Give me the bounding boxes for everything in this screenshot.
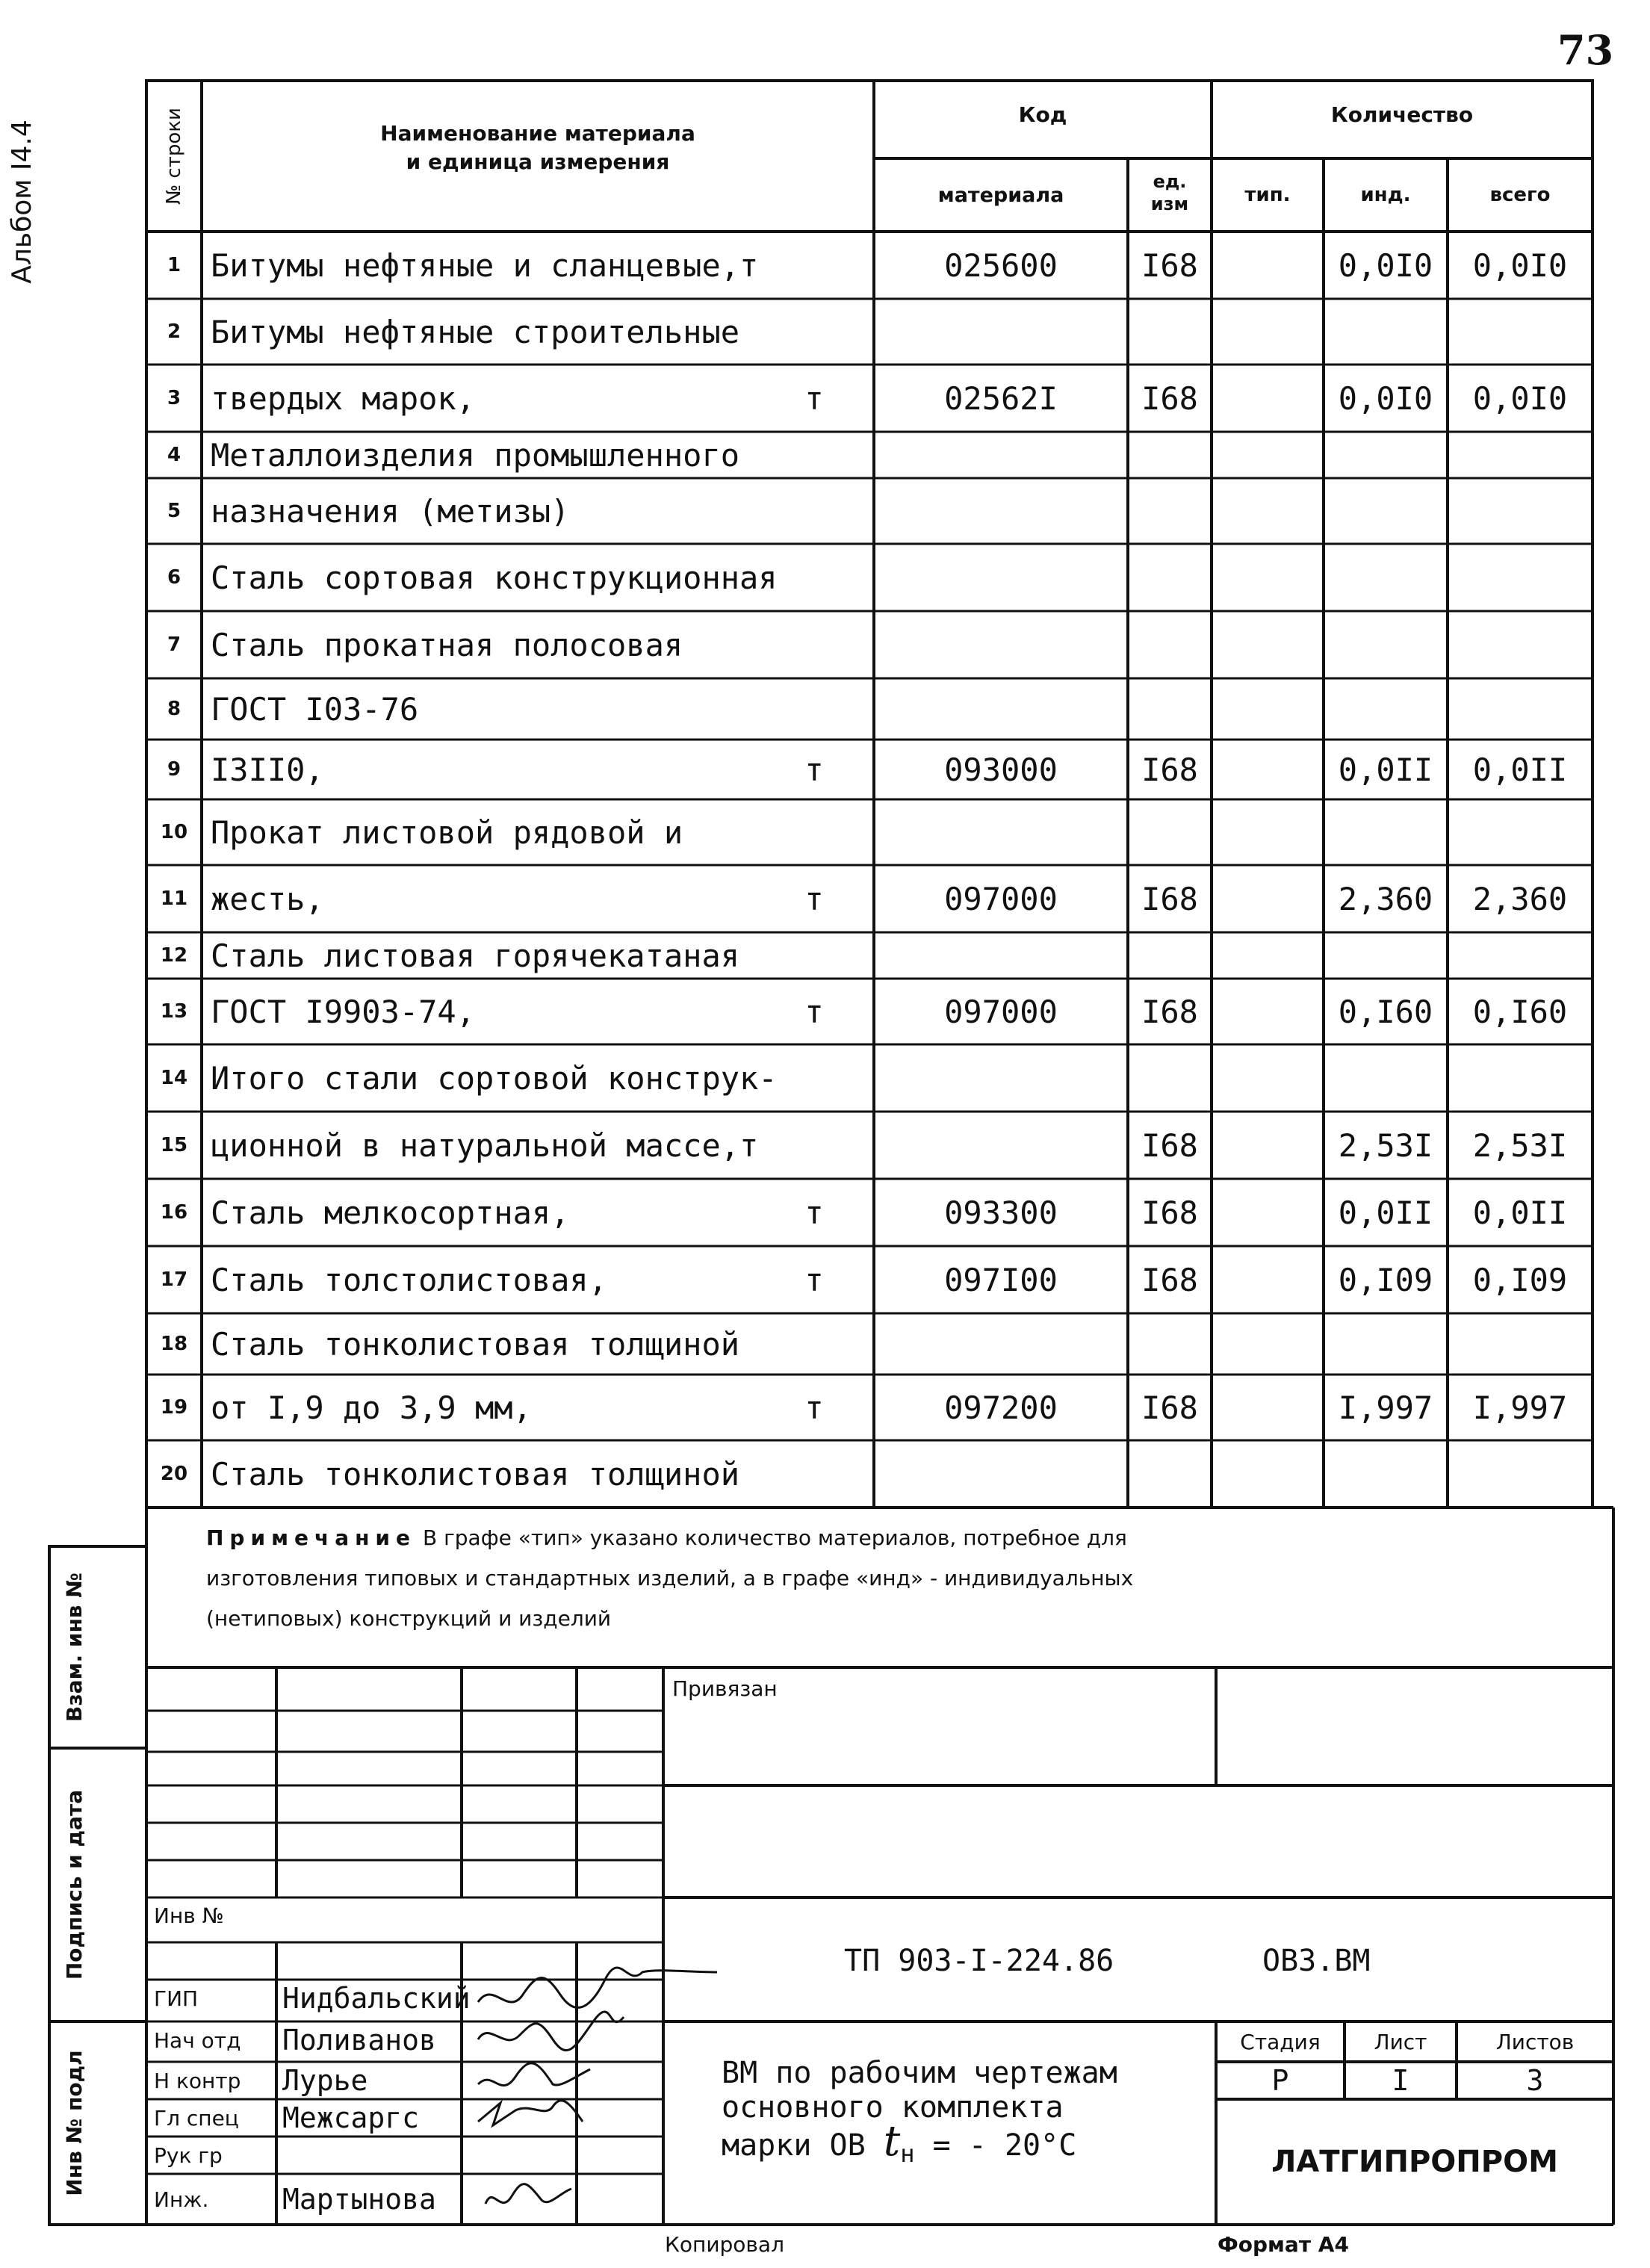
cell-ind: 0,I09 (1338, 1261, 1433, 1298)
cell-unit: I68 (1141, 1261, 1198, 1298)
note-text-3: (нетиповых) конструкций и изделий (206, 1606, 612, 1631)
cell-n: 12 (160, 944, 188, 967)
note-text-2: изготовления типовых и стандартных изделий, а в графе «инд» - индивидуальных (206, 1566, 1134, 1590)
cell-unit-mark: т (804, 993, 824, 1030)
stage-label: Стадия (1240, 2029, 1321, 2054)
cell-unit-mark: т (804, 1261, 824, 1298)
cell-n: 16 (160, 1201, 188, 1224)
role-name: Поливанов (282, 2024, 436, 2057)
signature-inzh (486, 2184, 571, 2204)
cell-n: 8 (167, 698, 182, 720)
role-name: Мартынова (282, 2183, 436, 2216)
cell-name: Битумы нефтяные и сланцевые,т (211, 247, 759, 284)
cell-unit: I68 (1141, 993, 1198, 1030)
cell-ind: 0,0I0 (1338, 247, 1433, 284)
cell-n: 6 (167, 566, 182, 589)
cell-total: I,997 (1472, 1389, 1568, 1426)
cell-name: Прокат листовой рядовой и (211, 814, 683, 851)
role-label: Н контр (154, 2068, 241, 2093)
album-label: Альбом I4.4 (7, 120, 37, 284)
cell-name: ГОСТ I03-76 (211, 690, 419, 728)
cell-n: 1 (167, 254, 182, 276)
cell-name: Сталь сортовая конструкционная (211, 559, 778, 596)
cell-total: 0,0I0 (1472, 379, 1568, 417)
cell-name: жесть, (211, 880, 324, 917)
cell-n: 7 (167, 633, 182, 656)
cell-name: от I,9 до 3,9 мм, (211, 1389, 532, 1426)
stage-value: Р (1271, 2064, 1289, 2097)
cell-n: 5 (167, 500, 182, 522)
margin-podpis: Подпись и дата (62, 1789, 87, 1980)
cell-unit: I68 (1141, 1194, 1198, 1231)
cell-name: Итого стали сортовой конструк- (211, 1059, 778, 1097)
role-name: Нидбальский (282, 1982, 471, 2015)
cell-n: 9 (167, 758, 182, 781)
header-code-unit-line2: изм (1150, 193, 1189, 214)
header-quantity-type: тип. (1244, 184, 1291, 206)
sheet-label: Лист (1374, 2029, 1427, 2054)
cell-name: Сталь мелкосортная, (211, 1194, 570, 1231)
role-name: Межсаргс (282, 2101, 420, 2134)
cell-n: 17 (160, 1268, 188, 1291)
signature-n-kontr (478, 2063, 590, 2086)
temp-symbol: t (883, 2117, 901, 2166)
cell-name: ционной в натуральной массе,т (211, 1127, 759, 1164)
cell-n: 20 (160, 1463, 188, 1485)
cell-ind: 2,53I (1338, 1127, 1433, 1164)
footer-format: Формат А4 (1218, 2232, 1349, 2257)
role-label: Нач отд (154, 2027, 241, 2053)
role-label: ГИП (154, 1986, 199, 2011)
header-quantity-ind: инд. (1360, 184, 1411, 206)
header-quantity-total: всего (1489, 184, 1551, 206)
privyazan-label: Привязан (672, 1676, 778, 1701)
note-text-1: В графе «тип» указано количество материалов, потребное для (422, 1525, 1127, 1550)
cell-name: I3II0, (211, 751, 324, 788)
cell-ind: 2,360 (1338, 880, 1433, 917)
temp-unit: °С (1040, 2128, 1077, 2163)
cell-unit: I68 (1141, 379, 1198, 417)
cell-name: Сталь прокатная полосовая (211, 626, 683, 663)
cell-total: 2,53I (1472, 1127, 1568, 1164)
cell-name: Сталь тонколистовая толщиной (211, 1455, 740, 1493)
title-line-3 (722, 2117, 1117, 2171)
cell-code: 097200 (944, 1389, 1058, 1426)
header-code-unit-line1: ед. (1153, 171, 1187, 192)
cell-n: 10 (160, 821, 188, 843)
cell-total: 0,0II (1472, 1194, 1568, 1231)
title-line-3-text: марки ОВ (722, 2128, 866, 2163)
cell-code: 097000 (944, 880, 1058, 917)
cell-name: твердых марок, (211, 379, 476, 417)
cell-code: 093300 (944, 1194, 1058, 1231)
role-label: Инж. (154, 2187, 209, 2212)
cell-n: 19 (160, 1396, 188, 1419)
header-quantity-group: Количество (1330, 102, 1474, 127)
header-name-line2: и единица измерения (406, 149, 670, 174)
title-line-2: основного комплекта (722, 2090, 1064, 2125)
cell-name: Сталь листовая горячекатаная (211, 937, 740, 974)
cell-unit: I68 (1141, 247, 1198, 284)
header-name-line1: Наименование материала (380, 121, 695, 146)
cell-unit-mark: т (804, 379, 824, 417)
cell-n: 13 (160, 1000, 188, 1023)
cell-total: 0,I60 (1472, 993, 1568, 1030)
cell-total: 0,0II (1472, 751, 1568, 788)
cell-unit-mark: т (804, 1389, 824, 1426)
header-code-material: материала (937, 183, 1064, 207)
header-row-number: № строки (163, 108, 185, 205)
cell-unit: I68 (1141, 1389, 1198, 1426)
cell-n: 3 (167, 387, 182, 409)
title-line-1: ВМ по рабочим чертежам (722, 2056, 1117, 2090)
cell-code: 097000 (944, 993, 1058, 1030)
inv-no-label: Инв № (154, 1903, 224, 1928)
cell-name: Сталь тонколистовая толщиной (211, 1325, 740, 1363)
cell-n: 18 (160, 1333, 188, 1355)
cell-unit-mark: т (804, 1194, 824, 1231)
cell-code: 025600 (944, 247, 1058, 284)
header-code-group: Код (1018, 102, 1067, 127)
cell-unit: I68 (1141, 880, 1198, 917)
cell-total: 0,I09 (1472, 1261, 1568, 1298)
temp-value: = - 20 (932, 2128, 1041, 2163)
role-label: Гл спец (154, 2105, 239, 2131)
cell-unit: I68 (1141, 1127, 1198, 1164)
signature-gip (478, 1968, 717, 2007)
cell-code: 097I00 (944, 1261, 1058, 1298)
cell-name: Металлоизделия промышленного (211, 436, 740, 474)
cell-ind: 0,0II (1338, 1194, 1433, 1231)
footer-copied: Копировал (665, 2232, 784, 2257)
cell-ind: 0,I60 (1338, 993, 1433, 1030)
cell-name: Сталь толстолистовая, (211, 1261, 608, 1298)
organization-name: ЛАТГИПРОПРОМ (1271, 2145, 1558, 2179)
cell-total: 0,0I0 (1472, 247, 1568, 284)
cell-name: ГОСТ I9903-74, (211, 993, 476, 1030)
margin-inv-podl: Инв № подл (62, 2050, 87, 2196)
sheets-value: 3 (1526, 2064, 1544, 2097)
cell-unit-mark: т (804, 751, 824, 788)
cell-code: 02562I (944, 379, 1058, 417)
cell-unit-mark: т (804, 880, 824, 917)
cell-n: 14 (160, 1067, 188, 1089)
doc-mark: ОВ3.ВМ (1262, 1944, 1371, 1978)
cell-ind: 0,0II (1338, 751, 1433, 788)
signature-nach-otd (478, 2012, 624, 2051)
cell-n: 2 (167, 320, 182, 343)
cell-ind: 0,0I0 (1338, 379, 1433, 417)
page-number: 73 (1557, 26, 1614, 74)
doc-code: ТП 903-I-224.86 (844, 1944, 1114, 1978)
cell-name: назначения (метизы) (211, 492, 570, 530)
title-text (722, 2056, 1117, 2171)
sheets-label: Листов (1495, 2029, 1575, 2054)
temp-subscript: н (900, 2140, 915, 2168)
cell-name: Битумы нефтяные строительные (211, 313, 740, 350)
cell-total: 2,360 (1472, 880, 1568, 917)
cell-ind: I,997 (1338, 1389, 1433, 1426)
cell-code: 093000 (944, 751, 1058, 788)
role-label: Рук гр (154, 2142, 223, 2168)
sheet-value: I (1392, 2064, 1409, 2097)
margin-vzam: Взам. инв № (62, 1573, 87, 1722)
role-name: Лурье (282, 2064, 368, 2097)
cell-n: 4 (167, 444, 182, 466)
cell-unit: I68 (1141, 751, 1198, 788)
note-heading: Примечание (206, 1525, 417, 1550)
cell-n: 15 (160, 1134, 188, 1156)
cell-n: 11 (160, 887, 188, 910)
signature-gl-spets (478, 2101, 583, 2125)
